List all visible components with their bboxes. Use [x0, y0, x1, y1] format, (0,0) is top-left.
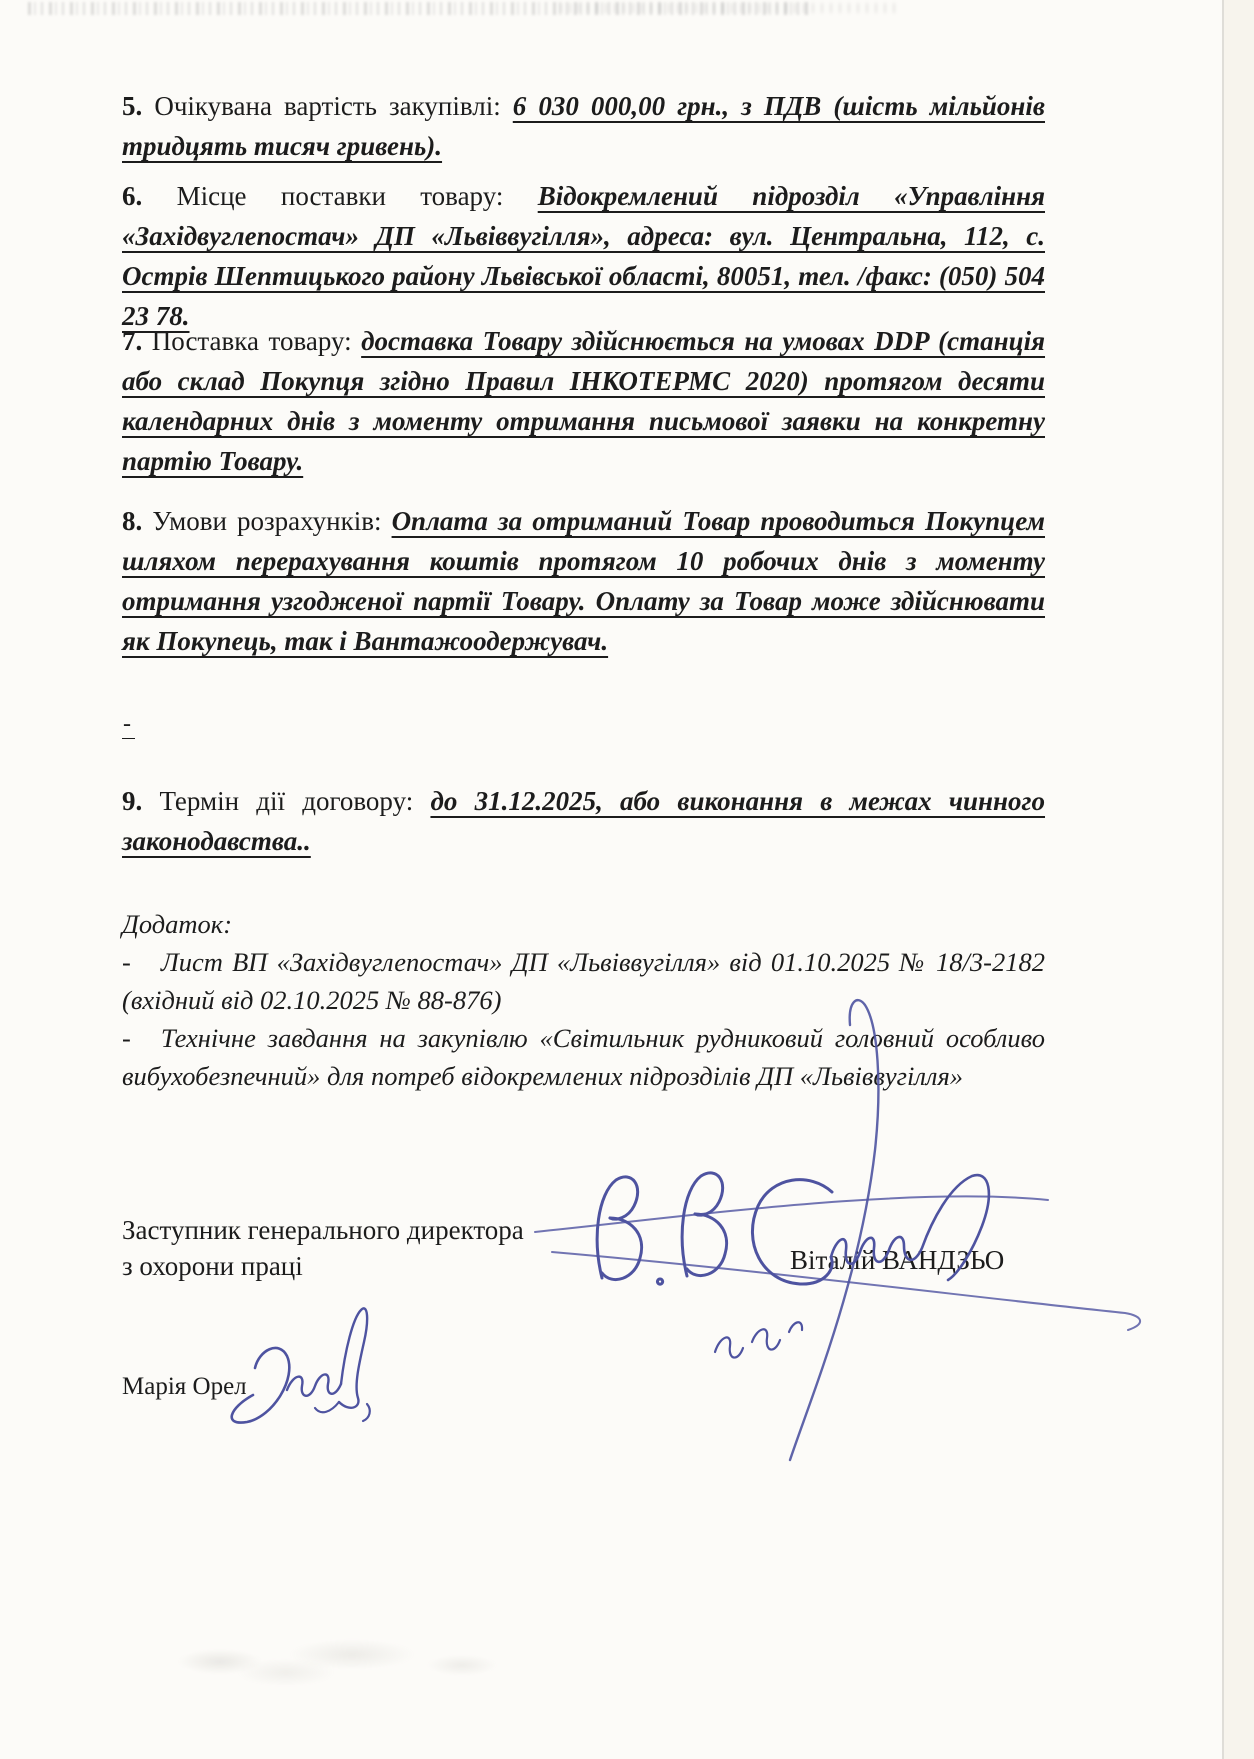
bottom-smudge-artifact [110, 1622, 550, 1694]
signatory-position [122, 1212, 602, 1284]
annex-item [122, 1019, 1045, 1095]
clause-label: Умови розрахунків: [142, 506, 392, 536]
scan-edge-strip [1224, 0, 1254, 1759]
secondary-signer-name: Марія Орел [122, 1373, 247, 1400]
clause-value: Відокремлений підрозділ «Управління «Західвуглепостач» ДП «Львіввугілля», адреса: вул. Центральна, 112, с. Острів Шептицького району Львівської області, 80051, тел. /факс: (050) 504 23 78. [122, 181, 1045, 331]
secondary-handwritten-signature [215, 1300, 385, 1440]
scan-line-artifact [1222, 0, 1224, 1759]
clause-6-paragraph [122, 176, 1045, 336]
clause-number: 8. [122, 506, 143, 536]
clause-value: до 31.12.2025, або виконання в межах чинного законодавства.. [122, 786, 1046, 856]
clause-label: Термін дії договору: [142, 786, 431, 816]
annex-item [122, 943, 1045, 1019]
signatory-position-line2: з охорони праці [122, 1251, 303, 1281]
signer-name: Віталій ВАНДЗЬО [790, 1245, 1005, 1275]
clause-7-paragraph [122, 321, 1045, 481]
stray-underscore-mark: - [122, 712, 135, 739]
clause-label: Очікувана вартість закупівлі: [142, 91, 513, 121]
bullet-dash: - [122, 1023, 131, 1053]
clause-5-paragraph [122, 86, 1045, 166]
clause-label: Поставка товару: [142, 326, 362, 356]
clause-number: 7. [122, 326, 143, 356]
clause-label: Місце поставки товару: [142, 181, 538, 211]
clause-value: доставка Товару здійснюється на умовах DDP (станція або склад Покупця згідно Правил ІНКОТЕРМС 2020) протягом десяти календарних днів з моменту отримання письмової заявки на конкретну партію Товару. [122, 326, 1046, 476]
signatory-position-line1: Заступник генерального директора [122, 1215, 524, 1245]
clause-number: 6. [122, 181, 143, 211]
clause-value: 6 030 000,00 грн., з ПДВ (шість мільйонів тридцять тисяч гривень). [122, 91, 1045, 161]
clause-8-paragraph [122, 501, 1045, 661]
clause-value: Оплата за отриманий Товар проводиться Покупцем шляхом перерахування коштів протягом 10 робочих днів з моменту отримання узгодженої партії Товару. Оплату за Товар може здійснювати як Покупець, так і Вантажоодержувач. [122, 506, 1045, 656]
clause-number: 5. [122, 91, 143, 121]
clause-9-paragraph [122, 781, 1045, 861]
bleed-through-text-artifact [560, 3, 900, 13]
clause-number: 9. [122, 786, 143, 816]
annex-item-text: Лист ВП «Західвуглепостач» ДП «Львіввугілля» від 01.10.2025 № 18/3-2182 (вхідний від 02.10.2025 № 88-876) [122, 947, 1045, 1015]
annex-section [122, 905, 1045, 1095]
annex-title: Додаток: [122, 909, 233, 939]
annex-item-text: Технічне завдання на закупівлю «Світильник рудниковий головний особливо вибухобезпечний» для потреб відокремлених підрозділів ДП «Львіввугілля» [122, 1023, 1045, 1091]
bullet-dash: - [122, 947, 131, 977]
